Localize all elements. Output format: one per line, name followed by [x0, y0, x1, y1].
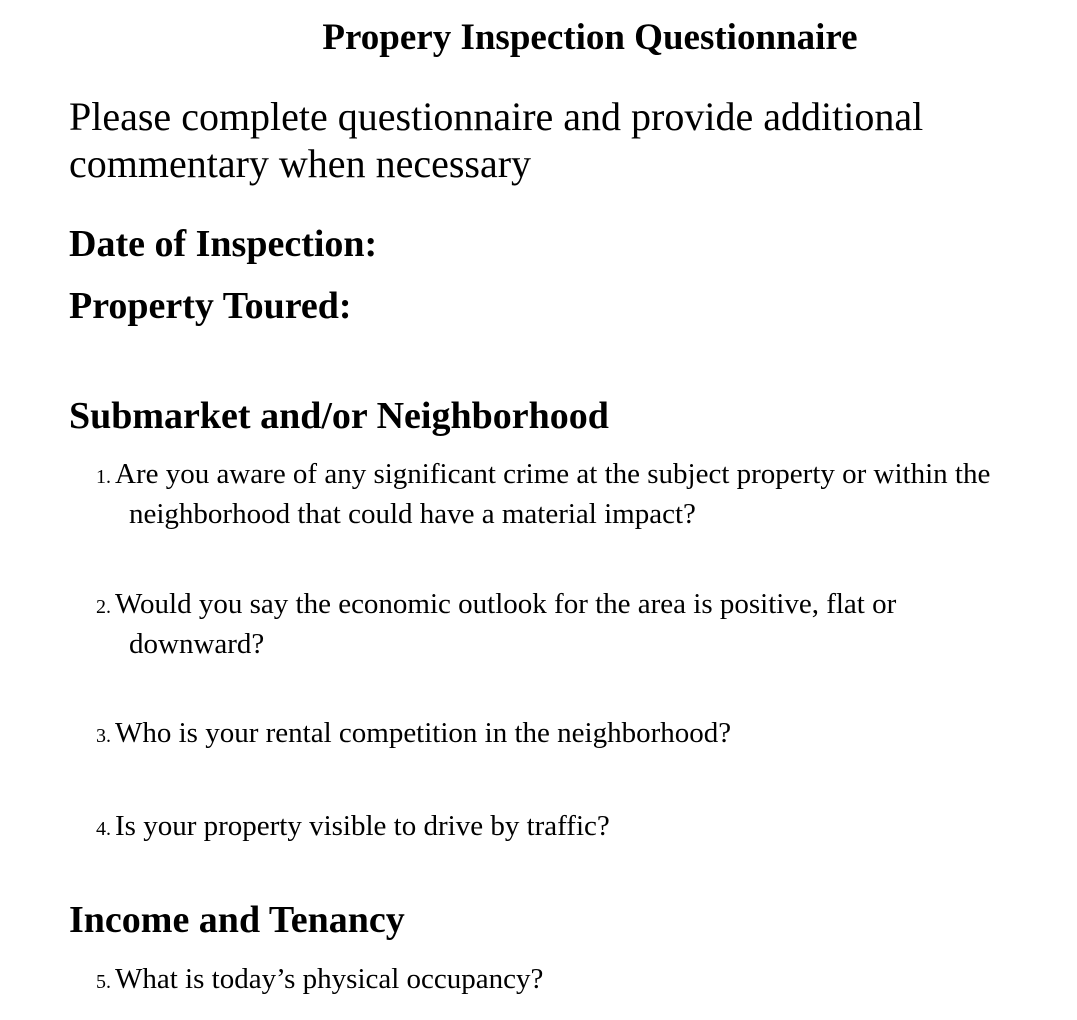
- question-number: 4.: [96, 818, 111, 840]
- question-text: What is today’s physical occupancy?: [115, 963, 544, 995]
- section-heading-submarket: Submarket and/or Neighborhood: [69, 395, 609, 437]
- question-text: Who is your rental competition in the neighborhood?: [115, 717, 732, 749]
- question-line: [96, 715, 1077, 755]
- question-text: Are you aware of any significant crime at the subject property or within the: [115, 458, 991, 490]
- question-text-continued: neighborhood that could have a material impact?: [129, 498, 696, 530]
- question-item-5: [96, 961, 1077, 1001]
- question-line: [96, 456, 1077, 496]
- question-number: 1.: [96, 466, 111, 488]
- question-item-1: [96, 456, 1077, 533]
- property-toured-label: Property Toured:: [69, 285, 352, 327]
- question-line: [96, 586, 1077, 626]
- question-item-4: [96, 808, 1077, 848]
- question-number: 5.: [96, 971, 111, 993]
- document-title: Propery Inspection Questionnaire: [322, 17, 858, 58]
- question-number: 2.: [96, 596, 111, 618]
- section-heading-income-tenancy: Income and Tenancy: [69, 899, 405, 941]
- date-of-inspection-label: Date of Inspection:: [69, 223, 378, 265]
- question-item-2: [96, 586, 1077, 663]
- intro-text: Please complete questionnaire and provide additional commentary when necessary: [69, 94, 924, 186]
- question-line: [96, 808, 1077, 848]
- question-text: Would you say the economic outlook for the area is positive, flat or: [115, 588, 897, 620]
- question-item-3: [96, 715, 1077, 755]
- question-line: [96, 961, 1077, 1001]
- question-number: 3.: [96, 725, 111, 747]
- question-text-continued: downward?: [129, 628, 265, 660]
- question-text: Is your property visible to drive by traffic?: [115, 810, 610, 842]
